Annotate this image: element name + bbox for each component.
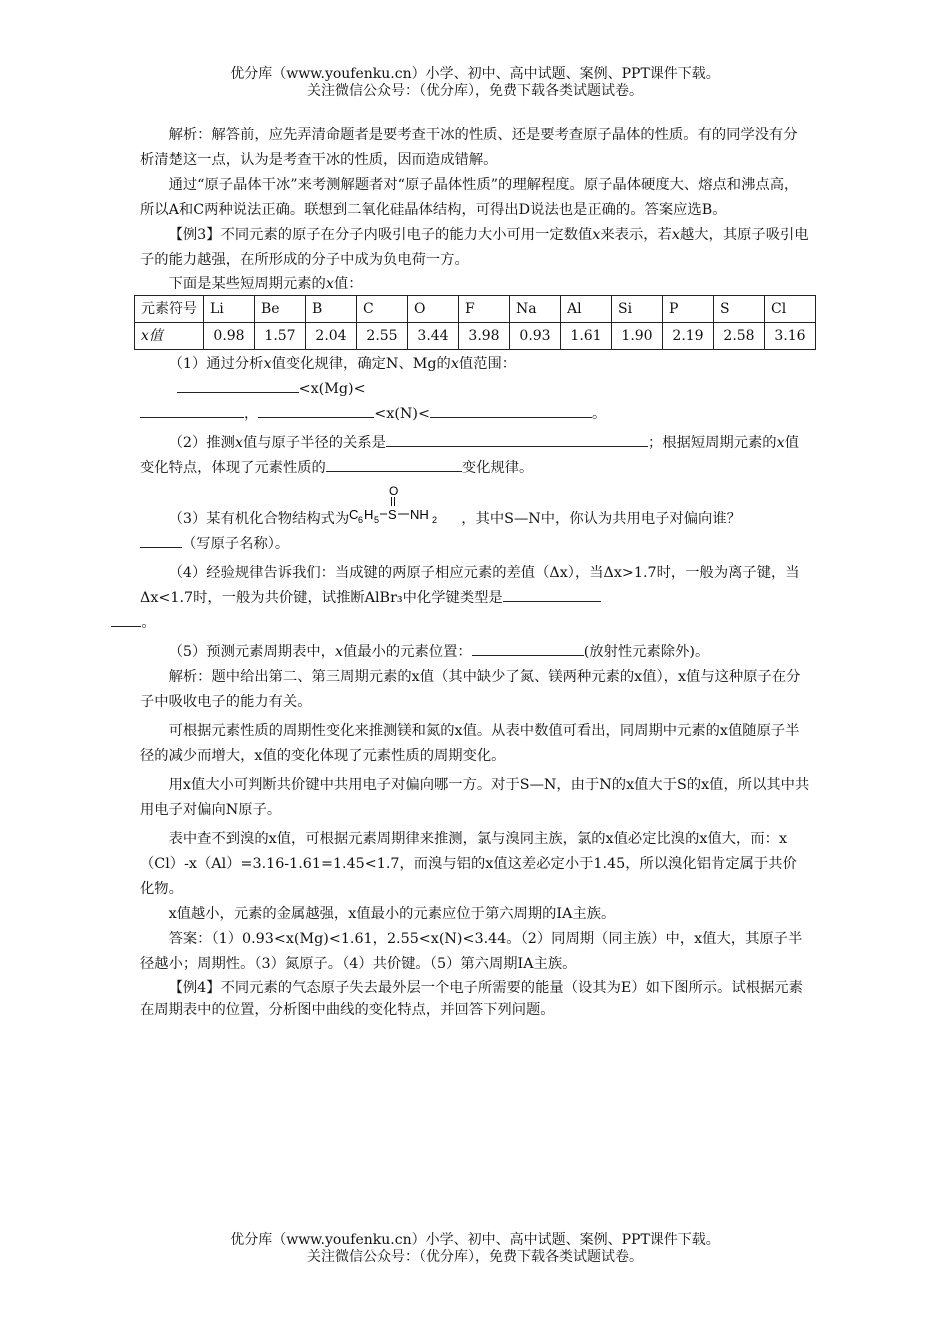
symbol-cell: Li	[204, 296, 255, 323]
formula-sub-5: 5	[374, 515, 380, 525]
answer-summary: 答案：（1）0.93<x(Mg)<1.61，2.55<x(N)<3.44。（2）同周期（同主族）中，x值大，其原子半径越小；周期性。（3）氮原子。（4）共价键。（5）第六周期IA主族。	[140, 931, 803, 972]
answer-blank[interactable]	[326, 457, 462, 472]
formula-hydrogen: H	[364, 507, 374, 522]
answer-blank[interactable]	[140, 533, 182, 548]
value-cell: 2.19	[663, 323, 714, 350]
symbol-cell: F	[459, 296, 510, 323]
question-1-blanks-a: <x(Mg)<	[140, 377, 810, 402]
row-label-symbol: 元素符号	[135, 296, 204, 323]
table-intro: 下面是某些短周期元素的x值：	[168, 276, 363, 292]
answer-blank[interactable]	[177, 378, 299, 393]
symbol-cell: O	[408, 296, 459, 323]
solution-4: 表中查不到溴的x值，可根据元素周期律来推测，氯与溴同主族，氯的x值必定比溴的x值大，而：x（Cl）-x（Al）=3.16-1.61=1.45<1.7，而溴与铝的x值这差必定小于1.45，所以溴化铝肯定属于共价化物。	[140, 831, 797, 897]
question-5: （5）预测元素周期表中，x值最小的元素位置： (放射性元素除外)。	[140, 640, 810, 665]
formula-sub-2: 2	[432, 515, 438, 525]
example-3-intro: 【例3】不同元素的原子在分子内吸引电子的能力大小可用一定数值x来表示，若x越大，其原子吸引电子的能力越强，在所形成的分子中成为负电荷一方。	[140, 227, 809, 268]
value-cell: 3.98	[459, 323, 510, 350]
page-footer	[0, 1232, 950, 1266]
answer-blank[interactable]	[503, 587, 601, 602]
question-1: （1）通过分析x值变化规律，确定N、Mg的x值范围：	[168, 356, 517, 372]
value-cell: 2.55	[357, 323, 408, 350]
answer-blank[interactable]	[140, 403, 244, 418]
answer-blank[interactable]	[430, 403, 592, 418]
header-line-1: 优分库（www.youfenku.cn）小学、初中、高中试题、案例、PPT课件下载。	[230, 66, 720, 82]
symbol-cell: Si	[612, 296, 663, 323]
value-cell: 1.90	[612, 323, 663, 350]
question-1-blanks-b: ， <x(N)< 。	[140, 402, 810, 427]
answer-blank[interactable]	[386, 432, 648, 447]
row-label-value: x值	[135, 323, 204, 350]
element-x-value-table	[134, 295, 816, 350]
value-cell: 3.16	[765, 323, 816, 350]
example-4-intro: 【例4】不同元素的气态原子失去最外层一个电子所需要的能量（设其为E）如下图所示。试根据元素在周期表中的位置，分析图中曲线的变化特点，并回答下列问题。	[140, 980, 803, 1018]
document-body	[140, 123, 810, 1021]
table-row-symbols	[135, 296, 816, 323]
question-4: （4）经验规律告诉我们：当成键的两原子相应元素的差值（Δx），当Δx>1.7时，一般为离子键，当Δx<1.7时，一般为共价键，试推断AlBr₃中化学键类型是 。	[140, 561, 810, 636]
symbol-cell: B	[306, 296, 357, 323]
paragraph-analysis-1: 解析：解答前，应先弄清命题者是要考查干冰的性质、还是要考查原子晶体的性质。有的同学没有分析清楚这一点，认为是考查干冰的性质，因而造成错解。	[140, 127, 798, 168]
answer-blank[interactable]	[258, 403, 374, 418]
value-cell: 2.04	[306, 323, 357, 350]
symbol-cell: C	[357, 296, 408, 323]
question-2: （2）推测x值与原子半径的关系是 ；根据短周期元素的x值变化特点，体现了元素性质的 变化规律。	[140, 431, 810, 481]
formula-sulfur: S	[388, 507, 397, 522]
formula-nh: NH	[410, 507, 430, 522]
table-row-values	[135, 323, 816, 350]
formula-oxygen: O	[389, 485, 399, 498]
formula-sub-6: 6	[358, 515, 364, 525]
header-line-2: 关注微信公众号：（优分库），免费下载各类试题试卷。	[307, 83, 643, 99]
footer-line-2: 关注微信公众号：（优分库），免费下载各类试题试卷。	[307, 1249, 643, 1265]
symbol-cell: S	[714, 296, 765, 323]
solution-1: 解析：题中给出第二、第三周期元素的x值（其中缺少了氮、镁两种元素的x值），x值与这种原子在分子中吸收电子的能力有关。	[140, 669, 801, 710]
page-header	[0, 66, 950, 100]
value-cell: 1.57	[255, 323, 306, 350]
symbol-cell: Na	[510, 296, 561, 323]
footer-line-1: 优分库（www.youfenku.cn）小学、初中、高中试题、案例、PPT课件下载。	[230, 1232, 720, 1248]
value-cell: 0.93	[510, 323, 561, 350]
paragraph-analysis-2: 通过“原子晶体干冰”来考测解题者对“原子晶体性质”的理解程度。原子晶体硬度大、熔点和沸点高，所以A和C两种说法正确。联想到二氧化硅晶体结构，可得出D说法也是正确的。答案应选B。	[140, 177, 799, 218]
structural-formula	[349, 485, 461, 529]
solution-3: 用x值大小可判断共价键中共用电子对偏向哪一方。对于S—N，由于N的x值大于S的x值，所以其中共用电子对偏向N原子。	[140, 777, 810, 818]
value-cell: 1.61	[561, 323, 612, 350]
answer-blank-cont[interactable]	[111, 612, 141, 627]
question-3: （3）某有机化合物结构式为 O C 6 H 5 S NH 2 ，其中S—N中，你认为共用电子对偏向谁？	[168, 485, 741, 527]
answer-blank[interactable]	[472, 641, 584, 656]
symbol-cell: Al	[561, 296, 612, 323]
symbol-cell: Cl	[765, 296, 816, 323]
sulfinamide-structure	[349, 485, 461, 529]
value-cell: 3.44	[408, 323, 459, 350]
symbol-cell: Be	[255, 296, 306, 323]
symbol-cell: P	[663, 296, 714, 323]
value-cell: 2.58	[714, 323, 765, 350]
solution-2: 可根据元素性质的周期性变化来推测镁和氮的x值。从表中数值可看出，同周期中元素的x值随原子半径的减少而增大，x值的变化体现了元素性质的周期变化。	[140, 723, 800, 764]
formula-carbon: C	[349, 507, 359, 522]
solution-5: x值越小，元素的金属越强，x值最小的元素应位于第六周期的IA主族。	[168, 906, 616, 922]
value-cell: 0.98	[204, 323, 255, 350]
question-3-cont: （写原子名称）。	[140, 532, 810, 557]
